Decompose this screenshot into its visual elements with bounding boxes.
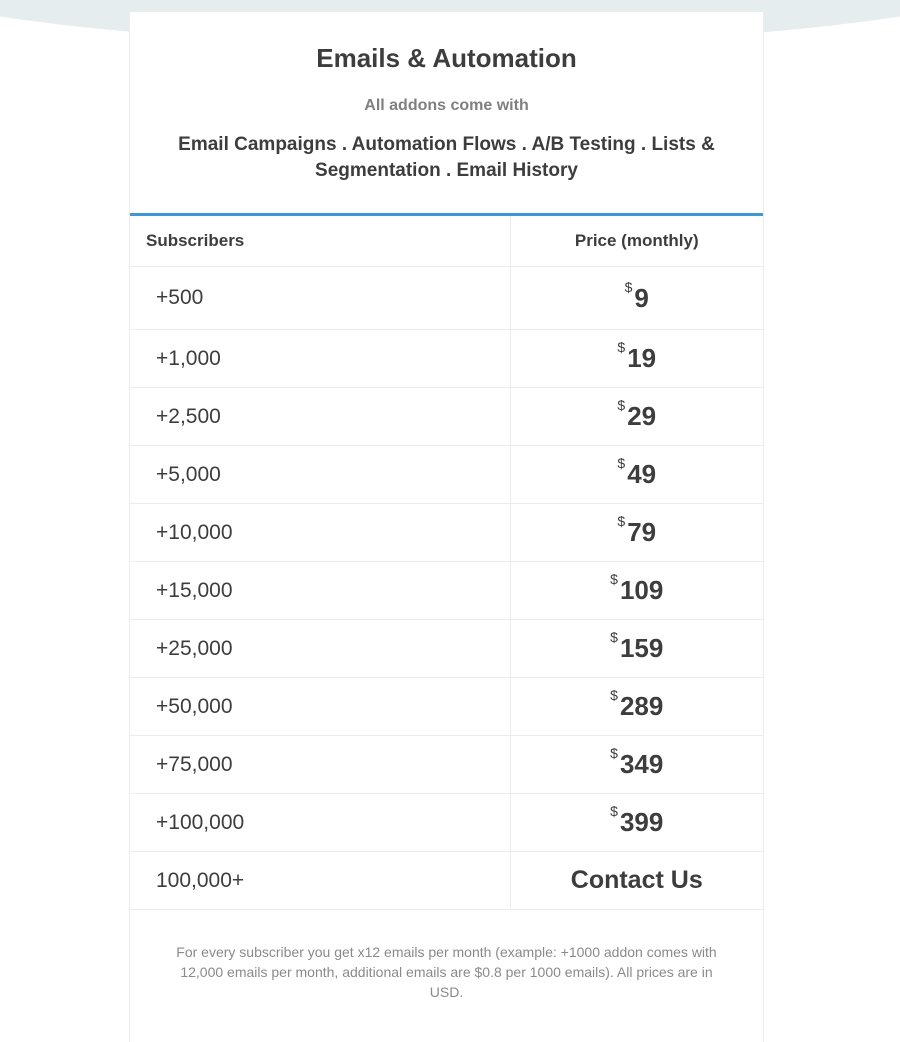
price-amount: 49 bbox=[627, 459, 657, 489]
price-amount: 19 bbox=[627, 343, 657, 373]
currency-symbol: $ bbox=[610, 745, 618, 761]
price-cell bbox=[510, 267, 763, 330]
subscriber-tier: +1,000 bbox=[130, 330, 510, 388]
price-cell bbox=[510, 446, 763, 504]
currency-symbol: $ bbox=[617, 339, 626, 355]
features-list: Email Campaigns . Automation Flows . A/B Testing . Lists & Segmentation . Email History bbox=[178, 134, 715, 181]
price-cell bbox=[510, 678, 763, 736]
pricing-header bbox=[130, 12, 763, 216]
price-cell bbox=[510, 620, 763, 678]
subscriber-tier: +500 bbox=[130, 267, 510, 330]
pricing-footnote: For every subscriber you get x12 emails per month (example: +1000 addon comes with 12,000 emails per month, additional emails are $0.8 per 1000 emails). All prices are in USD. bbox=[176, 944, 717, 1000]
pricing-table bbox=[130, 216, 763, 910]
table-header-row bbox=[130, 216, 763, 267]
table-row bbox=[130, 388, 763, 446]
table-row bbox=[130, 794, 763, 852]
currency-symbol: $ bbox=[610, 571, 618, 587]
table-row bbox=[130, 330, 763, 388]
table-row bbox=[130, 736, 763, 794]
pricing-rows bbox=[130, 267, 763, 910]
price-amount: 29 bbox=[627, 401, 657, 431]
price-cell bbox=[510, 562, 763, 620]
price-amount: 79 bbox=[627, 517, 657, 547]
table-row bbox=[130, 562, 763, 620]
price-amount: 349 bbox=[619, 749, 664, 779]
subscriber-tier: +15,000 bbox=[130, 562, 510, 620]
subscriber-tier: +75,000 bbox=[130, 736, 510, 794]
price-cell bbox=[510, 330, 763, 388]
table-row bbox=[130, 620, 763, 678]
subscriber-tier: +100,000 bbox=[130, 794, 510, 852]
currency-symbol: $ bbox=[617, 397, 626, 413]
price-cell bbox=[510, 852, 763, 910]
currency-symbol: $ bbox=[610, 687, 618, 703]
price-cell bbox=[510, 504, 763, 562]
table-row bbox=[130, 446, 763, 504]
subscriber-tier: +10,000 bbox=[130, 504, 510, 562]
contact-us-link[interactable]: Contact Us bbox=[570, 866, 703, 894]
currency-symbol: $ bbox=[610, 803, 618, 819]
table-row bbox=[130, 504, 763, 562]
price-cell bbox=[510, 388, 763, 446]
price-amount: 399 bbox=[619, 807, 664, 837]
table-row bbox=[130, 267, 763, 330]
price-amount: 289 bbox=[619, 691, 664, 721]
price-amount: 159 bbox=[619, 633, 664, 663]
table-row bbox=[130, 852, 763, 910]
price-column-header: Price (monthly) bbox=[510, 216, 763, 267]
currency-symbol: $ bbox=[610, 629, 618, 645]
subscriber-tier: +50,000 bbox=[130, 678, 510, 736]
currency-symbol: $ bbox=[624, 278, 633, 295]
subscriber-tier: +5,000 bbox=[130, 446, 510, 504]
price-amount: 109 bbox=[619, 575, 664, 605]
subscriber-tier: +25,000 bbox=[130, 620, 510, 678]
currency-symbol: $ bbox=[617, 513, 626, 529]
pricing-card bbox=[129, 12, 764, 1042]
table-row bbox=[130, 678, 763, 736]
subscriber-tier: +2,500 bbox=[130, 388, 510, 446]
subscribers-column-header: Subscribers bbox=[130, 216, 510, 267]
price-cell bbox=[510, 736, 763, 794]
page-title: Emails & Automation bbox=[316, 43, 577, 73]
price-amount: 9 bbox=[634, 282, 649, 313]
currency-symbol: $ bbox=[617, 455, 626, 471]
subscriber-tier: 100,000+ bbox=[130, 852, 510, 910]
price-cell bbox=[510, 794, 763, 852]
addons-subtitle: All addons come with bbox=[364, 97, 529, 114]
